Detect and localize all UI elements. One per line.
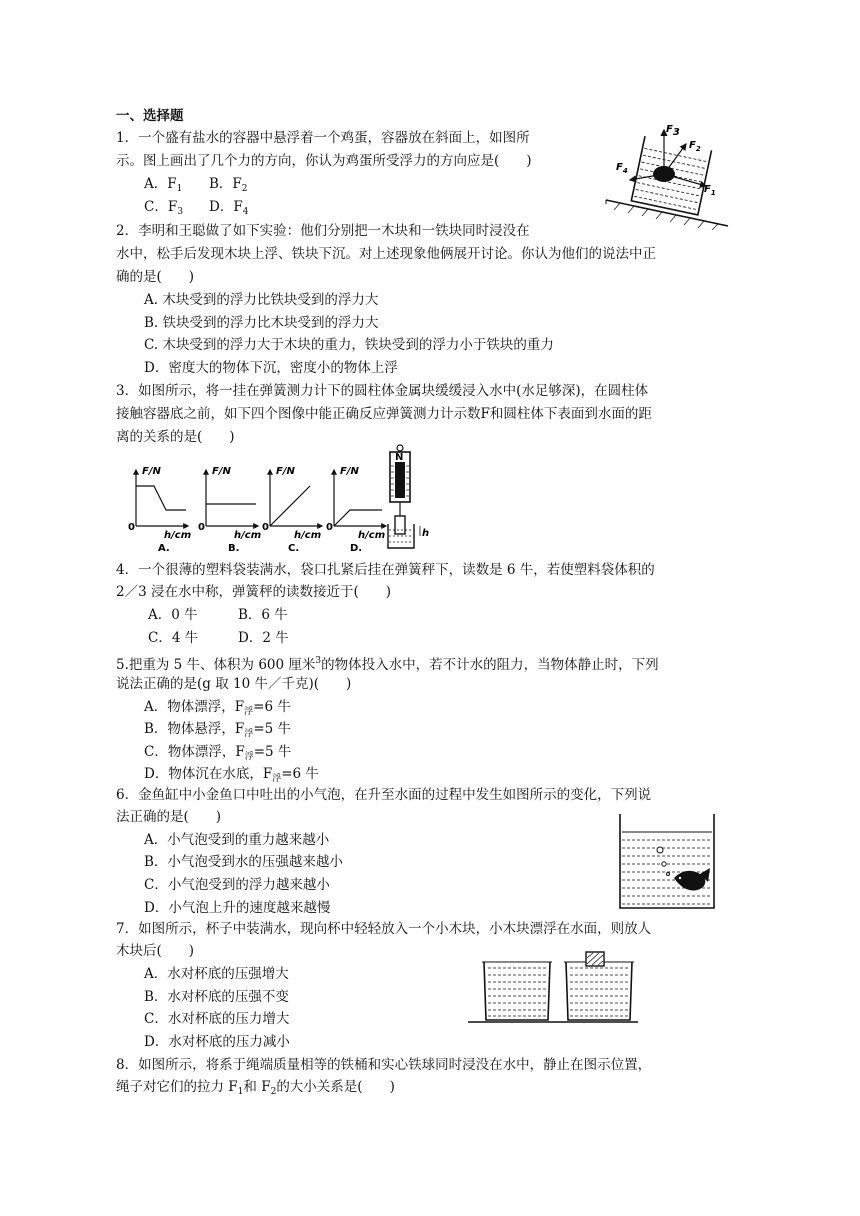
q7-stem-line2: 木块后( ) xyxy=(116,943,195,959)
svg-text:F1: $F_1$ xyxy=(704,184,716,197)
q5-stem-line2: 说法正确的是(g 取 10 牛／千克)( ) xyxy=(116,676,352,692)
q5-option-d: D．物体沉在水底，$F_浮=6$ 牛 xyxy=(144,766,319,784)
q4-stem-line2: 2／3 浸在水中称，弹簧秤的读数接近于( ) xyxy=(116,584,392,600)
q6-option-a: A．小气泡受到的重力越来越小 xyxy=(144,832,330,848)
q5-option-b: B．物体悬浮，$F_浮=5$ 牛 xyxy=(144,721,292,739)
svg-text:F/N: F/N xyxy=(142,466,161,477)
svg-text:h/cm: h/cm xyxy=(234,530,262,541)
graph-b xyxy=(198,466,261,554)
svg-text:0: 0 xyxy=(262,522,269,533)
q3-stem-line2: 接触容器底之前，如下四个图像中能正确反应弹簧测力计示数F和圆柱体下表面到水面的距 xyxy=(116,406,652,422)
q7-option-a: A．水对杯底的压强增大 xyxy=(144,966,289,982)
svg-text:F3: F3 xyxy=(666,124,680,138)
q1-incline-figure xyxy=(600,120,740,230)
q1-option-d: D．$F_4$ xyxy=(209,199,249,217)
q4-option-a: A．0 牛 xyxy=(148,607,198,623)
svg-text:D.: D. xyxy=(350,543,363,554)
q1-option-b: B．$F_2$ xyxy=(209,176,248,194)
q6-option-c: C．小气泡受到的浮力越来越小 xyxy=(144,877,330,893)
svg-text:F4: $F_4$ xyxy=(616,162,628,175)
q5-stem-line1: 5.把重为 5 牛、体积为 600 厘米$^3$的物体投入水中，若不计水的阻力，当物体静止时，下列 xyxy=(116,656,659,673)
graph-a xyxy=(128,466,191,554)
q5-option-a: A．物体漂浮，$F_浮=6$ 牛 xyxy=(144,699,291,717)
q2-option-a: A. 木块受到的浮力比铁块受到的浮力大 xyxy=(144,292,379,308)
q6-stem-line2: 法正确的是( ) xyxy=(116,809,222,825)
svg-text:h/cm: h/cm xyxy=(358,530,386,541)
q7-option-b: B．水对杯底的压强不变 xyxy=(144,989,289,1005)
q8-stem-line1: 8．如图所示，将系于绳端质量相等的铁桶和实心铁球同时浸没在水中，静止在图示位置， xyxy=(116,1057,652,1073)
q7-cups-figure xyxy=(466,952,640,1028)
q8-stem-line2: 绳子对它们的拉力 $F_1$和 $F_2$的大小关系是( ) xyxy=(116,1079,395,1097)
q4-option-b: B．6 牛 xyxy=(238,607,288,623)
svg-text:h: h xyxy=(422,528,430,539)
q1-stem-line1: 1．一个盛有盐水的容器中悬浮着一个鸡蛋，容器放在斜面上，如图所 xyxy=(116,130,530,146)
svg-text:F/N: F/N xyxy=(212,466,231,477)
q6-option-b: B．小气泡受到水的压强越来越小 xyxy=(144,854,343,870)
graph-d xyxy=(326,466,386,554)
q1-option-c: C．$F_3$ xyxy=(144,199,183,217)
q3-stem-line3: 离的关系的是( ) xyxy=(116,429,235,445)
svg-text:B.: B. xyxy=(228,543,240,554)
q3-spring-meter-figure xyxy=(380,444,440,554)
q6-stem-line1: 6．金鱼缸中小金鱼口中吐出的小气泡，在升至水面的过程中发生如图所示的变化，下列说 xyxy=(116,787,652,803)
q1-stem-line2: 示。图上画出了几个力的方向，你认为鸡蛋所受浮力的方向应是( ) xyxy=(116,153,532,169)
q7-option-c: C．水对杯底的压力增大 xyxy=(144,1011,290,1027)
svg-text:F/N: F/N xyxy=(340,466,359,477)
q3-stem-line1: 3．如图所示，将一挂在弹簧测力计下的圆柱体金属块缓缓浸入水中(水足够深)，在圆柱体 xyxy=(116,383,649,399)
q2-option-d: D．密度大的物体下沉，密度小的物体上浮 xyxy=(144,360,398,376)
q1-option-a: A．$F_1$ xyxy=(144,176,183,194)
q2-stem-line2: 水中，松手后发现木块上浮、铁块下沉。对上述现象他俩展开讨论。你认为他们的说法中正 xyxy=(116,246,656,262)
q2-option-b: B. 铁块受到的浮力比木块受到的浮力大 xyxy=(144,315,379,331)
svg-text:C.: C. xyxy=(288,543,300,554)
svg-text:F2: $F_2$ xyxy=(689,140,701,153)
svg-text:A.: A. xyxy=(158,543,170,554)
q4-option-d: D．2 牛 xyxy=(238,630,289,646)
graph-c xyxy=(262,466,322,554)
q4-option-c: C．4 牛 xyxy=(148,630,199,646)
q2-stem-line3: 确的是( ) xyxy=(116,269,195,285)
q6-fish-tank-figure xyxy=(612,812,722,912)
svg-text:h/cm: h/cm xyxy=(294,530,322,541)
q7-option-d: D．水对杯底的压力减小 xyxy=(144,1034,290,1050)
svg-text:h/cm: h/cm xyxy=(164,530,192,541)
svg-text:0: 0 xyxy=(128,522,135,533)
q2-option-c: C. 木块受到的浮力大于木块的重力，铁块受到的浮力小于铁块的重力 xyxy=(144,337,554,353)
svg-text:N: N xyxy=(395,452,404,463)
q5-option-c: C．物体漂浮，$F_浮=5$ 牛 xyxy=(144,744,292,762)
section-title: 一、选择题 xyxy=(116,108,184,124)
q4-stem-line1: 4．一个很薄的塑料袋装满水，袋口扎紧后挂在弹簧秤下，读数是 6 牛，若使塑料袋体积的 xyxy=(116,562,655,578)
svg-text:0: 0 xyxy=(326,522,333,533)
q7-stem-line1: 7．如图所示，杯子中装满水，现向杯中轻轻放入一个小木块，小木块漂浮在水面，则放人 xyxy=(116,921,652,937)
q2-stem-line1: 2．李明和王聪做了如下实验：他们分别把一木块和一铁块同时浸没在 xyxy=(116,223,530,239)
q6-option-d: D．小气泡上升的速度越来越慢 xyxy=(144,900,331,916)
svg-text:0: 0 xyxy=(198,522,205,533)
svg-text:F/N: F/N xyxy=(276,466,295,477)
